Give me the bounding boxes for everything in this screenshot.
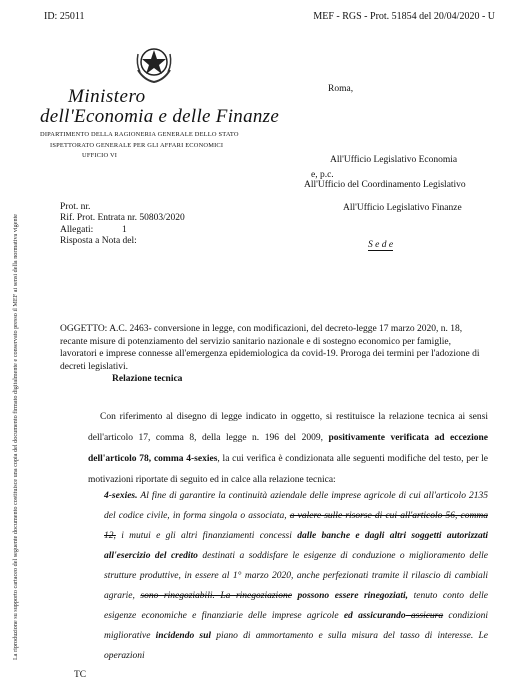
amendment-text: Al fine di garantire la continuità aziendale delle imprese agricole di cui all'articolo 2135 del codice civile, in forma singola o associata, [104,491,488,521]
amendment-text: tenuto conto delle esigenze economiche e finanziarie delle imprese agricole [104,591,489,621]
body-paragraph [88,407,488,491]
amendment-bold: possono essere rinegoziati, [297,591,409,601]
amendment-bold: incidendo sul [155,631,212,641]
recipient-economia: All'Ufficio Legislativo Economia [330,155,458,165]
republic-emblem-icon [132,40,176,84]
recipient-cc-label: e, p.c. [311,170,334,180]
body-text-c: , la cui verifica è condizionata alle seguenti modifiche del testo, per le motivazioni riportate di seguito ed in calce alla relazione tecnica: [88,454,489,485]
protocol-label: Prot. nr. [60,202,91,212]
subject-block [60,323,488,386]
attachments-count: 1 [122,225,127,235]
amendment-bold: dalle banche e dagli altri soggetti autorizzati all'esercizio del credito [104,531,488,561]
document-id: ID: 25011 [44,11,85,22]
sede-label: S e d e [368,240,394,250]
amendment-strike: a valere sulle risorse di cui all'articolo 56, comma 12, [104,511,488,541]
amendment-bold: ed assicurando [343,611,406,621]
amendment-strike: sono rinegoziabili. La rinegoziazione [140,591,292,601]
inspectorate-name: ISPETTORATO GENERALE PER GLI AFFARI ECONOMICI [50,142,224,149]
side-legal-note: La riproduzione su supporto cartaceo del seguente documento costituisce una copia del documento firmato digitalmente e conservato presso il MEF ai sensi della normativa vigente [12,213,19,660]
ministry-title-line1: Ministero [68,86,146,107]
footer-initials: TC [74,670,87,680]
subject-text: A.C. 2463- conversione in legge, con modificazioni, del decreto-legge 17 marzo 2020, n. 18, recante misure di potenziamento del servizio sanitario nazionale e di sostegno economico per famiglie, lavoratori e imprese connesse all'emergenza epidemiologica da covid-19. Proroga dei termini per l'adozione di decreti legislativi. [60,324,480,372]
amendment-text: i mutui e gli altri finanziamenti concessi [115,531,298,541]
amendment-strike: assicura [405,611,444,621]
amendment-text: piano di ammortamento e sulla misura del tasso di interesse. Le operazioni [104,631,488,661]
department-name: DIPARTIMENTO DELLA RAGIONERIA GENERALE DELLO STATO [40,131,239,138]
office-name: UFFICIO VI [82,152,118,159]
reference-protocol: Rif. Prot. Entrata nr. 50803/2020 [60,213,185,223]
body-text-a: Con riferimento al disegno di legge indicato in oggetto, si restituisce la relazione tecnica ai sensi dell'articolo 17, comma 8, della legge n. 196 del 2009, [88,412,488,443]
subject-label: OGGETTO: [60,324,108,334]
amendment-text: condizioni migliorative [104,611,489,641]
ministry-title-line2: dell'Economia e delle Finanze [40,106,280,127]
subject-bold: Relazione tecnica [112,374,183,384]
recipient-finanze: All'Ufficio Legislativo Finanze [343,203,462,213]
reply-to-label: Risposta a Nota del: [60,236,137,246]
attachments-label: Allegati: [60,225,94,235]
body-text-bold: positivamente verificata ad eccezione dell'articolo 78, comma 4-sexies [88,433,488,464]
amendment-text: destinati a soddisfare le esigenze di conduzione o miglioramento delle strutture produttive, in essere al 1° marzo 2020, anche perfezionati tramite il rilascio di cambiali agrarie, [104,551,489,601]
protocol-number: MEF - RGS - Prot. 51854 del 20/04/2020 - U [313,11,495,22]
place-date: Roma, [328,84,354,94]
recipient-coordinamento: All'Ufficio del Coordinamento Legislativo [304,180,466,190]
amendment-number: 4-sexies. [104,491,138,501]
amendment-quote [104,486,488,666]
